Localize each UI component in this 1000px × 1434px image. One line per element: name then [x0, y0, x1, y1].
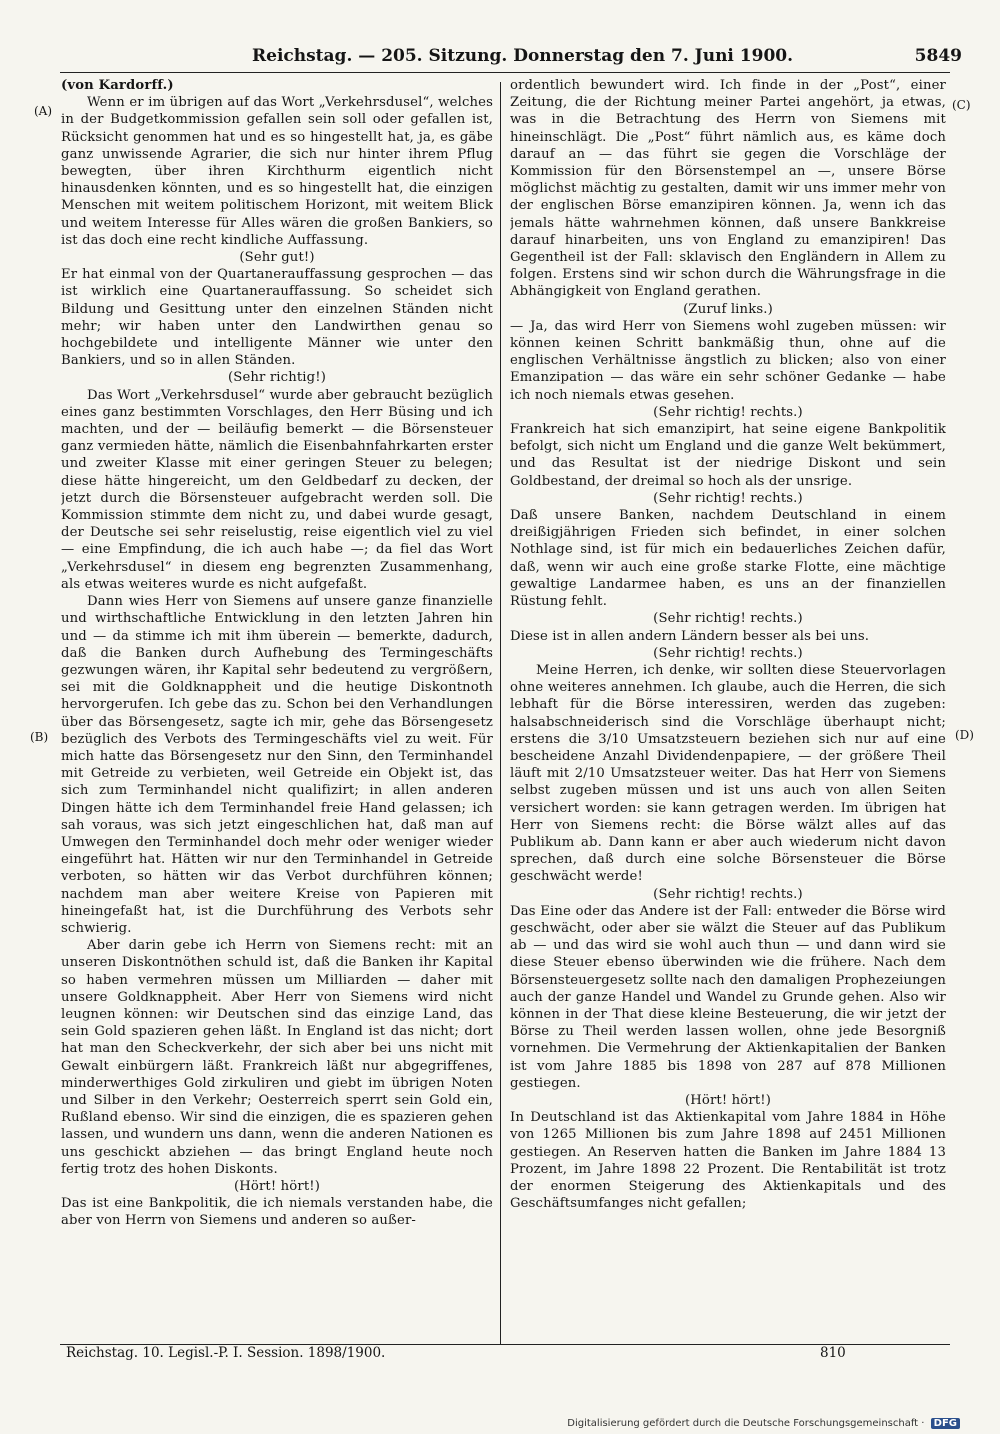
- header-title: Reichstag. — 205. Sitzung. Donnerstag den 7. Juni 1900.: [252, 46, 794, 66]
- page-number: 5849: [914, 46, 962, 66]
- reaction: (Zuruf links.): [683, 301, 773, 317]
- margin-mark-d: (D): [955, 728, 974, 742]
- paragraph: Er hat einmal von der Quartanerauffassung gesprochen — das ist wirklich eine Quartanerauffassung. So scheidet sich Bildung und Gesittung unter den einzelnen Ständen nicht mehr; wir haben unter den Landwirthen genau so hochgebildete und intelligente Männer wie unter den Bankiers, und so in allen Ständen.: [61, 267, 493, 369]
- page-header: [42, 46, 962, 70]
- right-column: [510, 77, 946, 1342]
- paragraph: Dann wies Herr von Siemens auf unsere ganze finanzielle und wirthschaftliche Entwicklung in den letzten Jahren hin und — da stimme ich mit ihm überein — bemerkte, dadurch, daß die Banken durch Aufhebung des Termingeschäfts gezwungen wären, ihr Kapital sehr bedeutend zu vergrößern, sei mit die Goldknappheit und die heutige Diskontnoth hervorgerufen. Ich gebe das zu. Schon bei den Verhandlungen über das Börsengesetz, sagte ich mir, gehe das Börsengesetz bezüglich des Verbots des Termingeschäfts viel zu weit. Für mich hatte das Börsengesetz nur den Sinn, den Terminhandel mit Getreide zu verbieten, weil Getreide ein Objekt ist, das sich zum Terminhandel nicht qualifizirt; in allen anderen Dingen hätte ich dem Terminhandel freie Hand gelassen; ich sah voraus, was sich jetzt eingeschlichen hat, daß man auf Umwegen den Terminhandel doch mehr oder weniger wieder eingeführt hat. Hätten wir nur den Terminhandel in Getreide verboten, so hätten wir das Verbot durchführen können; nachdem man aber weitere Kreise von Papieren mit hineingefaßt hat, ist die Durchführung des Verbots sehr schwierig.: [61, 594, 493, 936]
- paragraph: Aber darin gebe ich Herrn von Siemens recht: mit an unseren Diskontnöthen schuld ist, daß die Banken ihr Kapital so haben vermehren müssen um Milliarden — daher mit unsere Goldknappheit. Aber Herr von Siemens wird nicht leugnen können: wir Deutschen sind das einzige Land, das sein Gold spazieren gehen läßt. In England ist das nicht; dort hat man den Scheckverkehr, der sich aber bei uns nicht mit Gewalt einbürgern läßt. Frankreich läßt nur abgegriffenes, minderwerthiges Gold zirkuliren und giebt im übrigen Noten und Silber in den Verkehr; Oesterreich sperrt sein Gold ein, Rußland ebenso. Wir sind die einzigen, die es spazieren gehen lassen, und wundern uns dann, wenn die anderen Nationen es uns geschickt abziehen — das bringt England heute noch fertig trotz des hohen Diskonts.: [61, 938, 493, 1177]
- reaction: (Sehr richtig! rechts.): [653, 645, 803, 661]
- left-column: [61, 77, 493, 1342]
- digitization-credit: [567, 1418, 960, 1429]
- reaction: (Hört! hört!): [233, 1179, 321, 1194]
- paragraph: Das ist eine Bankpolitik, die ich niemals verstanden habe, die aber von Herrn von Siemens und anderen so außer-: [61, 1196, 493, 1229]
- footer-session: Reichstag. 10. Legisl.-P. I. Session. 1898/1900.: [66, 1345, 386, 1361]
- paragraph: Das Wort „Verkehrsdusel“ wurde aber gebraucht bezüglich eines ganz bestimmten Vorschlages, den Herr Büsing und ich machten, und der — beiläufig bemerkt — die Börsensteuer ganz vermieden hätte, nämlich die Eisenbahnfahrkarten erster und zweiter Klasse mit einer geringen Steuer zu belegen; diese hätte hingereicht, um den Geldbedarf zu decken, der jetzt durch die Börsensteuer aufgebracht werden soll. Die Kommission stimmte dem nicht zu, und dabei wurde gesagt, der Deutsche sei sehr reiselustig, reise eigentlich viel zu viel — eine Empfindung, die ich auch habe —; da fiel das Wort „Verkehrsdusel“ in diesem eng begrenzten Zusammenhang, als etwas weiteres wurde es nicht aufgefaßt.: [61, 387, 493, 592]
- paragraph: — Ja, das wird Herr von Siemens wohl zugeben müssen: wir können keinen Schritt bankmäßig thun, ohne auf die englischen Verhältnisse ängstlich zu blicken; also von einer Emanzipation — das wäre ein sehr schöner Gedanke — habe ich noch niemals etwas gesehen.: [510, 318, 946, 403]
- credit-text: Digitalisierung gefördert durch die Deutsche Forschungsgemeinschaft ·: [567, 1418, 925, 1429]
- margin-mark-b: (B): [30, 730, 49, 744]
- reaction: (Sehr richtig! rechts.): [653, 490, 803, 506]
- column-divider: [500, 82, 501, 1344]
- paragraph: Daß unsere Banken, nachdem Deutschland in einem dreißigjährigen Frieden sich befindet, in einer solchen Nothlage sind, ist für mich ein bedauerliches Zeichen dafür, daß, wenn wir auch eine große starke Flotte, eine mächtige gewaltige Landarmee haben, es uns an der finanziellen Rüstung fehlt.: [510, 508, 946, 610]
- reaction: (Hört! hört!): [684, 1092, 772, 1108]
- paragraph: ordentlich bewundert wird. Ich finde in der „Post“, einer Zeitung, die der Richtung meiner Partei angehört, ja etwas, was in die Betrachtung des Herrn von Siemens mit hineinschlägt. Die „Post“ führt nämlich aus, es käme doch darauf an — das führt sie gegen die Vorschläge der Kommission für den Börsenstempel an —, unsere Börse möglichst mächtig zu gestalten, damit wir uns immer mehr von der englischen Börse emanzipiren können. Ja, wenn ich das jemals hätte wahrnehmen können, daß unsere Bankkreise darauf hinarbeiten, uns von England zu emanzipiren! Das Gegentheil ist der Fall: sklavisch den Engländern in Allem zu folgen. Erstens sind wir schon durch die Währungsfrage in die Abhängigkeit von England gerathen.: [510, 78, 946, 300]
- margin-mark-a: (A): [34, 104, 53, 118]
- paragraph: In Deutschland ist das Aktienkapital vom Jahre 1884 in Höhe von 1265 Millionen bis zum Jahre 1898 auf 2451 Millionen gestiegen. An Reserven hatten die Banken im Jahre 1884 13 Prozent, im Jahre 1898 22 Prozent. Die Rentabilität ist trotz der enormen Steigerung des Aktienkapitals und des Geschäftsumfanges nicht gefallen;: [510, 1110, 946, 1212]
- footer-sheet-number: 810: [820, 1345, 846, 1361]
- paragraph: Meine Herren, ich denke, wir sollten diese Steuervorlagen ohne weiteres annehmen. Ich glaube, auch die Herren, die sich lebhaft für die Börse interessiren, werden das zugeben: halsabschneiderisch sind die Vorschläge überhaupt nicht; erstens die 3/10 Umsatzsteuern beziehen sich nur auf eine bescheidene Anzahl Dividendenpapiere, — der größere Theil läuft mit 2/10 Umsatzsteuer weiter. Das hat Herr von Siemens selbst zugeben müssen und ist uns auch von allen Seiten versichert worden: sie kann getragen werden. Im übrigen hat Herr von Siemens recht: die Börse wälzt alles auf das Publikum ab. Dann kann er aber auch wiederum nicht davon sprechen, daß durch eine solche Börsensteuer die Börse geschwächt werde!: [510, 662, 946, 885]
- reaction: (Sehr richtig! rechts.): [653, 611, 803, 627]
- reaction: (Sehr richtig! rechts.): [653, 886, 803, 902]
- reaction: (Sehr richtig! rechts.): [653, 404, 803, 420]
- dfg-logo: DFG: [931, 1418, 960, 1429]
- paragraph: Wenn er im übrigen auf das Wort „Verkehrsdusel“, welches in der Budgetkommission gefallen sein soll oder gefallen ist, Rücksicht genommen hat und es so hingestellt hat, ja, es gäbe ganz unwissende Agrarier, die sich nur hinter ihrem Pflug bewegten, über ihren Kirchthurm eigentlich nicht hinausdenken könnten, und es so hingestellt hat, die einzigen Menschen mit weitem politischem Horizont, mit weitem Blick und weitem Interesse für Alles wären die großen Bankiers, so ist das doch eine recht kindliche Auffassung.: [61, 95, 493, 248]
- reaction: (Sehr richtig!): [227, 370, 327, 386]
- paragraph: Diese ist in allen andern Ländern besser als bei uns.: [510, 628, 870, 644]
- paragraph: Das Eine oder das Andere ist der Fall: entweder die Börse wird geschwächt, oder aber sie wälzt die Steuer auf das Publikum ab — und das wird sie wohl auch thun — und dann wird sie diese Steuer ebenso überwinden wie die frühere. Nach dem Börsensteuergesetz sollte nach den damaligen Prophezeiungen auch der ganze Handel und Wandel zu Grunde gehen. Also wir können in der That diese kleine Besteuerung, die wir jetzt der Börse zu Theil werden lassen wollen, ohne jede Besorgniß vornehmen. Die Vermehrung der Aktienkapitalien der Banken ist vom Jahre 1885 bis 1898 von 287 auf 878 Millionen gestiegen.: [510, 903, 946, 1091]
- header-rule: [60, 72, 950, 73]
- speaker-name: (von Kardorff.): [61, 78, 174, 93]
- margin-mark-c: (C): [952, 98, 971, 112]
- reaction: (Sehr gut!): [239, 250, 315, 266]
- paragraph: Frankreich hat sich emanzipirt, hat seine eigene Bankpolitik befolgt, sich nicht um England und die ganze Welt bekümmert, und das Resultat ist der niedrige Diskont und sein Goldbestand, der dreimal so hoch als der unsrige.: [510, 422, 946, 489]
